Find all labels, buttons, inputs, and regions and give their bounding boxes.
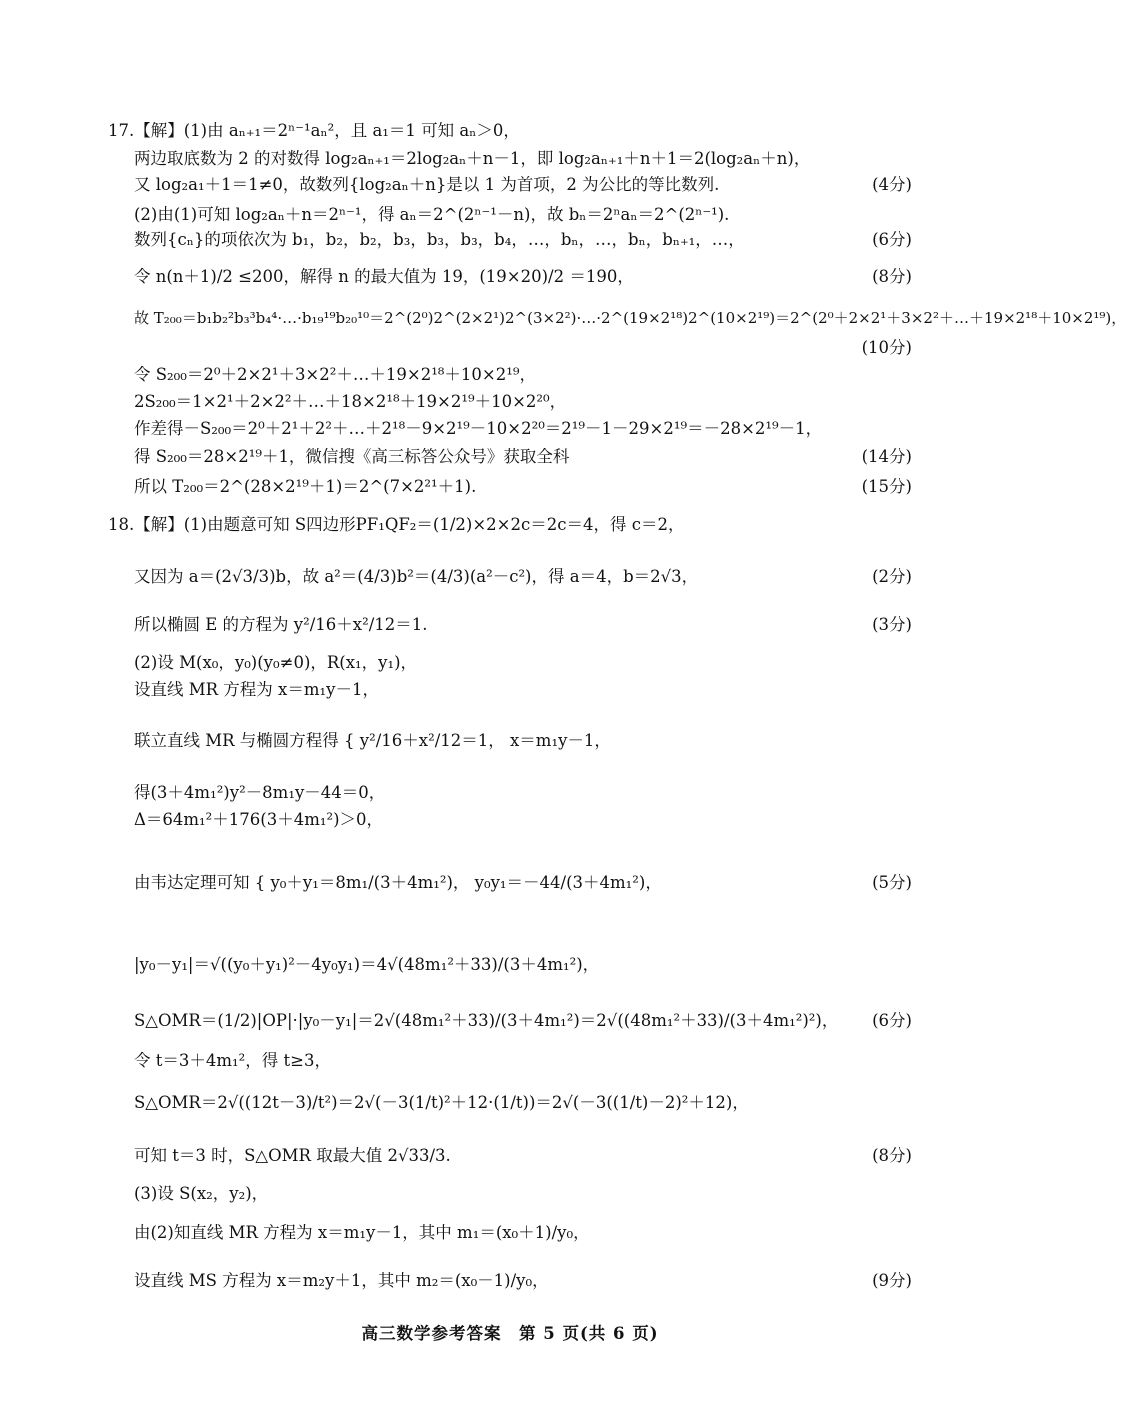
line-text: 令 n(n＋1)/2 ≤200，解得 n 的最大值为 19，(19×20)/2 ＝190， xyxy=(134,267,634,286)
line-12 xyxy=(0,442,1020,472)
score-label: (8分) xyxy=(872,1146,912,1165)
line-24 xyxy=(0,1006,1020,1036)
score-label: (10分) xyxy=(861,338,912,357)
score-label: (6分) xyxy=(872,1011,912,1030)
line-19 xyxy=(0,726,1020,756)
page-footer: 高三数学参考答案 第 5 页(共 6 页) xyxy=(361,1324,659,1343)
line-text: 所以 T₂₀₀＝2^(28×2¹⁹＋1)＝2^(7×2²¹＋1). xyxy=(134,477,477,496)
line-text: 又因为 a＝(2√3/3)b，故 a²＝(4/3)b²＝(4/3)(a²－c²)，得 a＝4，b＝2√3， xyxy=(134,567,699,586)
line-26 xyxy=(0,1088,1020,1118)
line-text: (2)设 M(x₀，y₀)(y₀≠0)，R(x₁，y₁)， xyxy=(134,653,418,672)
line-14 xyxy=(0,510,1020,540)
line-29 xyxy=(0,1218,1020,1248)
line-10 xyxy=(0,387,1020,417)
line-text: 令 t＝3＋4m₁²，得 t≥3， xyxy=(134,1051,331,1070)
score-label: (14分) xyxy=(861,447,912,466)
score-label: (3分) xyxy=(872,615,912,634)
line-text: 18.【解】(1)由题意可知 S四边形PF₁QF₂＝(1/2)×2×2c＝2c＝4，得 c＝2， xyxy=(108,515,685,534)
line-text: Δ＝64m₁²＋176(3＋4m₁²)＞0， xyxy=(134,810,384,829)
line-text: 2S₂₀₀＝1×2¹＋2×2²＋…＋18×2¹⁸＋19×2¹⁹＋10×2²⁰， xyxy=(134,392,567,411)
line-text: 得(3＋4m₁²)y²－8m₁y－44＝0， xyxy=(134,783,386,802)
score-label: (6分) xyxy=(872,230,912,249)
line-21 xyxy=(0,805,1020,835)
line-25 xyxy=(0,1046,1020,1076)
line-text: 令 S₂₀₀＝2⁰＋2×2¹＋3×2²＋…＋19×2¹⁸＋10×2¹⁹， xyxy=(134,365,536,384)
line-text: 作差得－S₂₀₀＝2⁰＋2¹＋2²＋…＋2¹⁸－9×2¹⁹－10×2²⁰＝2¹⁹－1－29×2¹⁹＝－28×2¹⁹－1， xyxy=(134,419,823,438)
line-13 xyxy=(0,472,1020,502)
line-text: 所以椭圆 E 的方程为 y²/16＋x²/12＝1. xyxy=(134,615,428,634)
line-text: 设直线 MR 方程为 x＝m₁y－1， xyxy=(134,680,379,699)
line-3 xyxy=(0,170,1020,200)
score-label: (2分) xyxy=(872,567,912,586)
line-18 xyxy=(0,675,1020,705)
line-1 xyxy=(0,116,1020,146)
line-text: 得 S₂₀₀＝28×2¹⁹＋1，微信搜《高三标答公众号》获取全科 xyxy=(134,447,570,466)
line-17 xyxy=(0,648,1020,678)
line-16 xyxy=(0,610,1020,640)
line-text: 两边取底数为 2 的对数得 log₂aₙ₊₁＝2log₂aₙ＋n－1，即 log₂aₙ₊₁＋n＋1＝2(log₂aₙ＋n)， xyxy=(134,149,811,168)
line-text: (2)由(1)可知 log₂aₙ＋n＝2ⁿ⁻¹，得 aₙ＝2^(2ⁿ⁻¹－n)，故 bₙ＝2ⁿaₙ＝2^(2ⁿ⁻¹). xyxy=(134,205,730,224)
line-8 xyxy=(0,333,1020,363)
score-label: (4分) xyxy=(872,175,912,194)
line-30 xyxy=(0,1266,1020,1296)
line-text: S△OMR＝2√((12t－3)/t²)＝2√(－3(1/t)²＋12·(1/t))＝2√(－3((1/t)－2)²＋12)， xyxy=(134,1093,749,1112)
line-15 xyxy=(0,562,1020,592)
line-text: 由韦达定理可知 { y₀＋y₁＝8m₁/(3＋4m₁²)， y₀y₁＝－44/(3＋4m₁²)， xyxy=(134,873,662,892)
score-label: (8分) xyxy=(872,267,912,286)
line-text: 由(2)知直线 MR 方程为 x＝m₁y－1，其中 m₁＝(x₀＋1)/y₀， xyxy=(134,1223,590,1242)
line-text: 设直线 MS 方程为 x＝m₂y＋1，其中 m₂＝(x₀－1)/y₀， xyxy=(134,1271,549,1290)
line-11 xyxy=(0,414,1020,444)
score-label: (9分) xyxy=(872,1271,912,1290)
line-text: 数列{cₙ}的项依次为 b₁，b₂，b₂，b₃，b₃，b₃，b₄，…，bₙ，…，bₙ，bₙ₊₁，…， xyxy=(134,230,745,249)
line-5 xyxy=(0,225,1020,255)
line-6 xyxy=(0,262,1020,292)
line-text: 又 log₂a₁＋1＝1≠0，故数列{log₂aₙ＋n}是以 1 为首项，2 为公比的等比数列. xyxy=(134,175,720,194)
line-text: 联立直线 MR 与椭圆方程得 { y²/16＋x²/12＝1， x＝m₁y－1， xyxy=(134,731,611,750)
line-22 xyxy=(0,868,1020,898)
line-text: |y₀－y₁|＝√((y₀＋y₁)²－4y₀y₁)＝4√(48m₁²＋33)/(3＋4m₁²)， xyxy=(134,955,600,974)
line-20 xyxy=(0,778,1020,808)
line-7 xyxy=(0,303,1126,333)
line-28 xyxy=(0,1179,1020,1209)
line-27 xyxy=(0,1141,1020,1171)
line-text: 故 T₂₀₀＝b₁b₂²b₃³b₄⁴·…·b₁₉¹⁹b₂₀¹⁰＝2^(2⁰)2^(2×2¹)2^(3×2²)·…·2^(19×2¹⁸)2^(10×2¹⁹)＝2^(2⁰＋2×2¹＋3×2²＋…＋19×2¹⁸＋10×2¹⁹)， xyxy=(134,309,1126,327)
line-9 xyxy=(0,360,1020,390)
line-text: S△OMR＝(1/2)|OP|·|y₀－y₁|＝2√(48m₁²＋33)/(3＋4m₁²)＝2√((48m₁²＋33)/(3＋4m₁²)²)， xyxy=(134,1011,839,1030)
score-label: (5分) xyxy=(872,873,912,892)
line-23 xyxy=(0,950,1020,980)
line-text: 可知 t＝3 时，S△OMR 取最大值 2√33/3. xyxy=(134,1146,451,1165)
line-text: (3)设 S(x₂，y₂)， xyxy=(134,1184,269,1203)
score-label: (15分) xyxy=(861,477,912,496)
line-text: 17.【解】(1)由 aₙ₊₁＝2ⁿ⁻¹aₙ²，且 a₁＝1 可知 aₙ＞0， xyxy=(108,121,520,140)
